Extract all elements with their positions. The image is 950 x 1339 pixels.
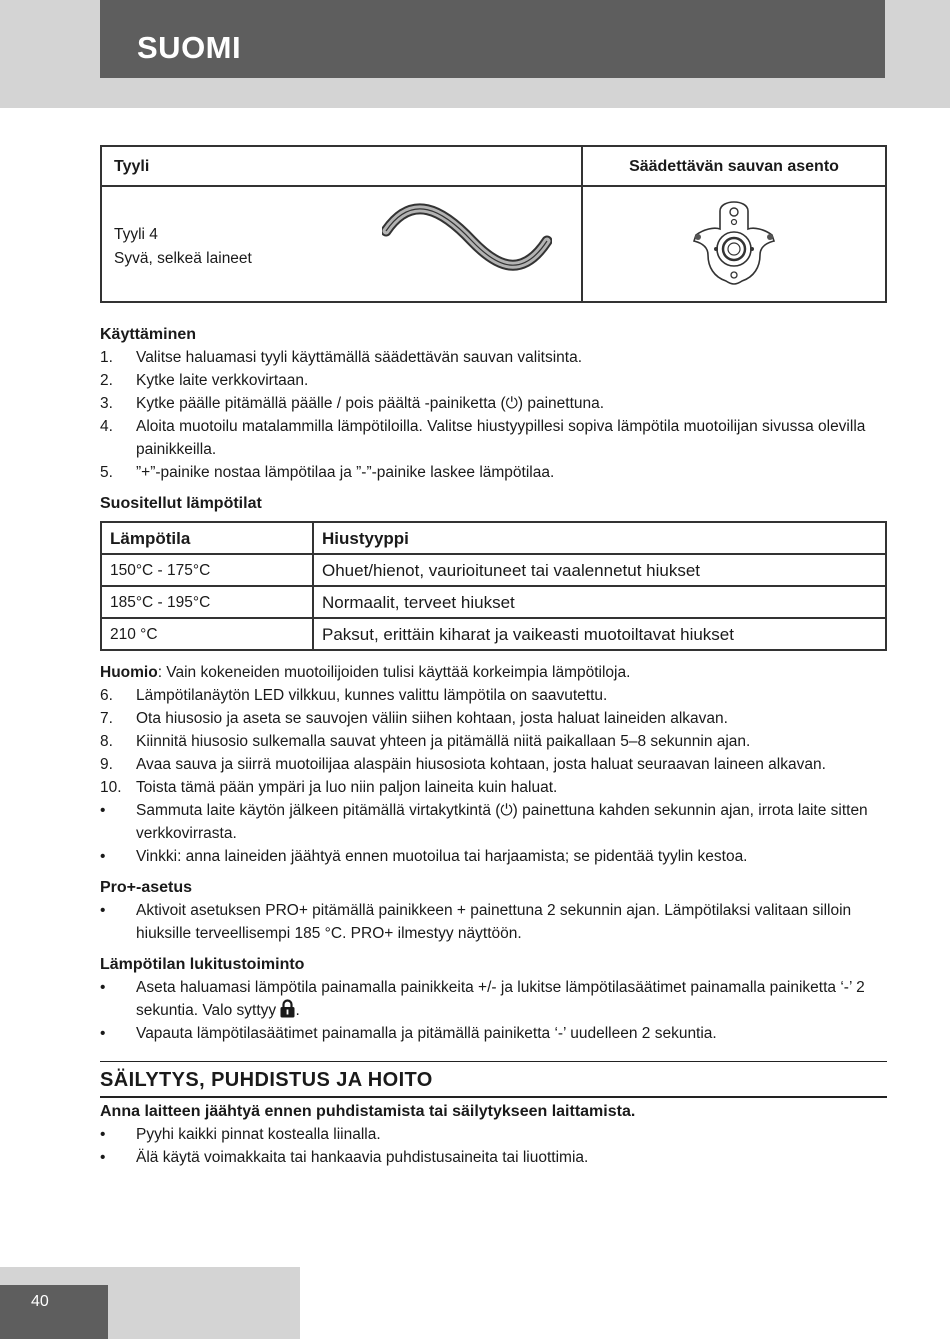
page-language-title: SUOMI	[137, 30, 242, 65]
pro-title: Pro+-asetus	[100, 879, 193, 896]
style-name: Tyyli 4	[114, 226, 158, 243]
care-section-heading: SÄILYTYS, PUHDISTUS JA HOITO	[100, 1061, 887, 1098]
table-row	[101, 554, 886, 586]
style-text	[114, 223, 252, 271]
note-label: Huomio	[100, 664, 158, 681]
style-description: Syvä, selkeä laineet	[114, 250, 252, 267]
list-item: • Vinkki: anna laineiden jäähtyä ennen muotoilua tai harjaamista; se pidentää tyylin kestoa.	[100, 848, 748, 865]
list-item: 10. Toista tämä pään ympäri ja luo niin paljon laineita kuin haluat.	[100, 779, 558, 796]
wave-illustration-icon	[382, 201, 552, 281]
list-item: • Aktivoit asetuksen PRO+ pitämällä painikkeen + painettuna 2 sekunnin ajan. Lämpötilaksi valitaan silloin hiuksille terveellisempi 185 °C. PRO+ ilmestyy näyttöön.	[100, 902, 852, 942]
list-item: 4. Aloita muotoilu matalammilla lämpötiloilla. Valitse hiustyypillesi sopiva lämpötila muotoilijan sivussa olevilla painikkeilla.	[100, 418, 866, 458]
care-subtitle: Anna laitteen jäähtyä ennen puhdistamista tai säilytykseen laittamista.	[100, 1103, 636, 1120]
lock-title: Lämpötilan lukitustoiminto	[100, 956, 305, 973]
note-text: : Vain kokeneiden muotoilijoiden tulisi käyttää korkeimpia lämpötiloja.	[157, 664, 631, 681]
temperature-cell: 150°C - 175°C	[101, 554, 313, 586]
wand-position-cell	[582, 186, 886, 302]
lock-list	[100, 976, 887, 1045]
care-list	[100, 1123, 887, 1169]
wand-position-dial-icon	[674, 191, 794, 291]
usage-title: Käyttäminen	[100, 326, 197, 343]
list-item: 2. Kytke laite verkkovirtaan.	[100, 372, 309, 389]
wand-position-column-header: Säädettävän sauvan asento	[582, 146, 886, 186]
note-paragraph	[100, 661, 887, 684]
hair-type-cell: Ohuet/hienot, vaurioituneet tai vaalennetut hiukset	[313, 554, 886, 586]
list-item: 8. Kiinnitä hiusosio sulkemalla sauvat yhteen ja pitämällä niitä paikallaan 5–8 sekunnin ajan.	[100, 733, 751, 750]
list-item: • Älä käytä voimakkaita tai hankaavia puhdistusaineita tai liuottimia.	[100, 1149, 589, 1166]
list-item: • Sammuta laite käytön jälkeen pitämällä virtakytkintä (⏻) painettuna kahden sekunnin ajan, irrota laite sitten verkkovirrasta.	[100, 802, 868, 842]
style-column-header: Tyyli	[101, 146, 582, 186]
list-item: 5. ”+”-painike nostaa lämpötilaa ja ”-”-painike laskee lämpötilaa.	[100, 464, 555, 481]
list-item: 3. Kytke päälle pitämällä päälle / pois päältä -painiketta (⏻) painettuna.	[100, 395, 605, 412]
pro-list	[100, 899, 887, 945]
temperature-column-header: Lämpötila	[101, 522, 313, 554]
temperature-table	[100, 521, 887, 651]
style-table	[100, 145, 887, 303]
hair-type-cell: Paksut, erittäin kiharat ja vaikeasti muotoiltavat hiukset	[313, 618, 886, 650]
temps-title: Suositellut lämpötilat	[100, 495, 262, 512]
header-bar	[100, 0, 885, 78]
table-row	[101, 586, 886, 618]
list-item: 9. Avaa sauva ja siirrä muotoilijaa alaspäin hiusosiota kohtaan, josta haluat seuraavan laineen alkavan.	[100, 756, 826, 773]
table-header-row	[101, 522, 886, 554]
page-number: 40	[31, 1293, 49, 1310]
usage-steps-continued	[100, 684, 887, 868]
hair-type-column-header: Hiustyyppi	[313, 522, 886, 554]
padlock-icon	[280, 999, 295, 1018]
page-content	[100, 145, 887, 1169]
style-cell	[101, 186, 582, 302]
footer-page-box	[0, 1285, 108, 1339]
list-item: • Pyyhi kaikki pinnat kostealla liinalla.	[100, 1126, 381, 1143]
temperature-cell: 210 °C	[101, 618, 313, 650]
temperature-cell: 185°C - 195°C	[101, 586, 313, 618]
table-row	[101, 618, 886, 650]
list-item: 1. Valitse haluamasi tyyli käyttämällä säädettävän sauvan valitsinta.	[100, 349, 582, 366]
usage-steps	[100, 346, 887, 484]
list-item: • Vapauta lämpötilasäätimet painamalla ja pitämällä painiketta ‘-’ uudelleen 2 sekuntia.	[100, 1025, 717, 1042]
hair-type-cell: Normaalit, terveet hiukset	[313, 586, 886, 618]
list-item: 6. Lämpötilanäytön LED vilkkuu, kunnes valittu lämpötila on saavutettu.	[100, 687, 608, 704]
list-item: • Aseta haluamasi lämpötila painamalla painikkeita +/- ja lukitse lämpötilasäätimet painamalla painiketta ‘-’ 2 sekuntia. Valo syttyy .	[100, 979, 865, 1019]
list-item: 7. Ota hiusosio ja aseta se sauvojen väliin siihen kohtaan, josta haluat laineiden alkavan.	[100, 710, 728, 727]
